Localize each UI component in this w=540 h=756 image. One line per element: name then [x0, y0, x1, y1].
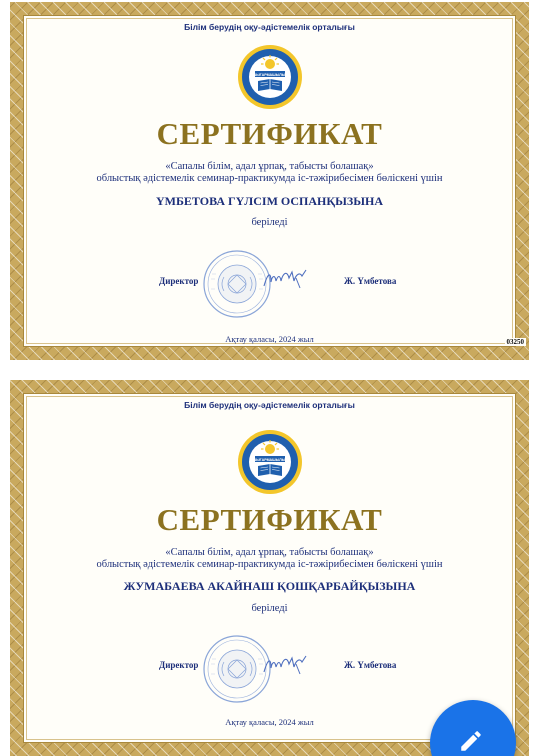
- awarded-text: беріледі: [251, 217, 288, 228]
- svg-text:ШЫҒАРМАШЫЛЫҚ: ШЫҒАРМАШЫЛЫҚ: [251, 72, 288, 77]
- organization-emblem-icon: [237, 44, 303, 110]
- director-signature: [262, 266, 310, 294]
- event-name: «Сапалы білім, адал ұрпақ, табысты болашақ»: [165, 161, 374, 172]
- city-year: Ақтау қаласы, 2024 жыл: [225, 334, 314, 344]
- director-signature: [262, 652, 310, 680]
- event-description: облыстық әдістемелік семинар-практикумда іс-тәжірибесімен бөліскені үшін: [96, 559, 443, 570]
- recipient-name: ҮМБЕТОВА ГҮЛСІМ ОСПАНҚЫЗЫНА: [155, 194, 383, 208]
- director-label: Директор: [159, 276, 199, 286]
- certificate-1: [10, 2, 529, 360]
- city-year: Ақтау қаласы, 2024 жыл: [225, 717, 314, 727]
- certificate-body: [23, 393, 516, 743]
- awarded-text: беріледі: [251, 603, 288, 614]
- recipient-name: ЖУМАБАЕВА АКАЙНАШ ҚОШҚАРБАЙҚЫЗЫНА: [123, 579, 416, 593]
- certificate-title: СЕРТИФИКАТ: [156, 502, 383, 537]
- pencil-icon: [458, 728, 484, 754]
- director-label: Директор: [159, 660, 199, 670]
- certificate-title: СЕРТИФИКАТ: [156, 116, 383, 151]
- organization-name: Білім берудің оқу-әдістемелік орталығы: [184, 400, 355, 410]
- event-name: «Сапалы білім, адал ұрпақ, табысты болашақ»: [165, 547, 374, 558]
- signer-name: Ж. Үмбетова: [344, 276, 397, 286]
- organization-name: Білім берудің оқу-әдістемелік орталығы: [184, 22, 355, 32]
- event-description: облыстық әдістемелік семинар-практикумда іс-тәжірибесімен бөліскені үшін: [96, 173, 443, 184]
- signer-name: Ж. Үмбетова: [344, 660, 397, 670]
- certificate-body: [23, 15, 524, 347]
- certificate-2: [10, 380, 529, 756]
- svg-text:ШЫҒАРМАШЫЛЫҚ: ШЫҒАРМАШЫЛЫҚ: [251, 457, 288, 462]
- certificate-number: 03250: [506, 338, 524, 346]
- organization-emblem-icon: [237, 429, 303, 495]
